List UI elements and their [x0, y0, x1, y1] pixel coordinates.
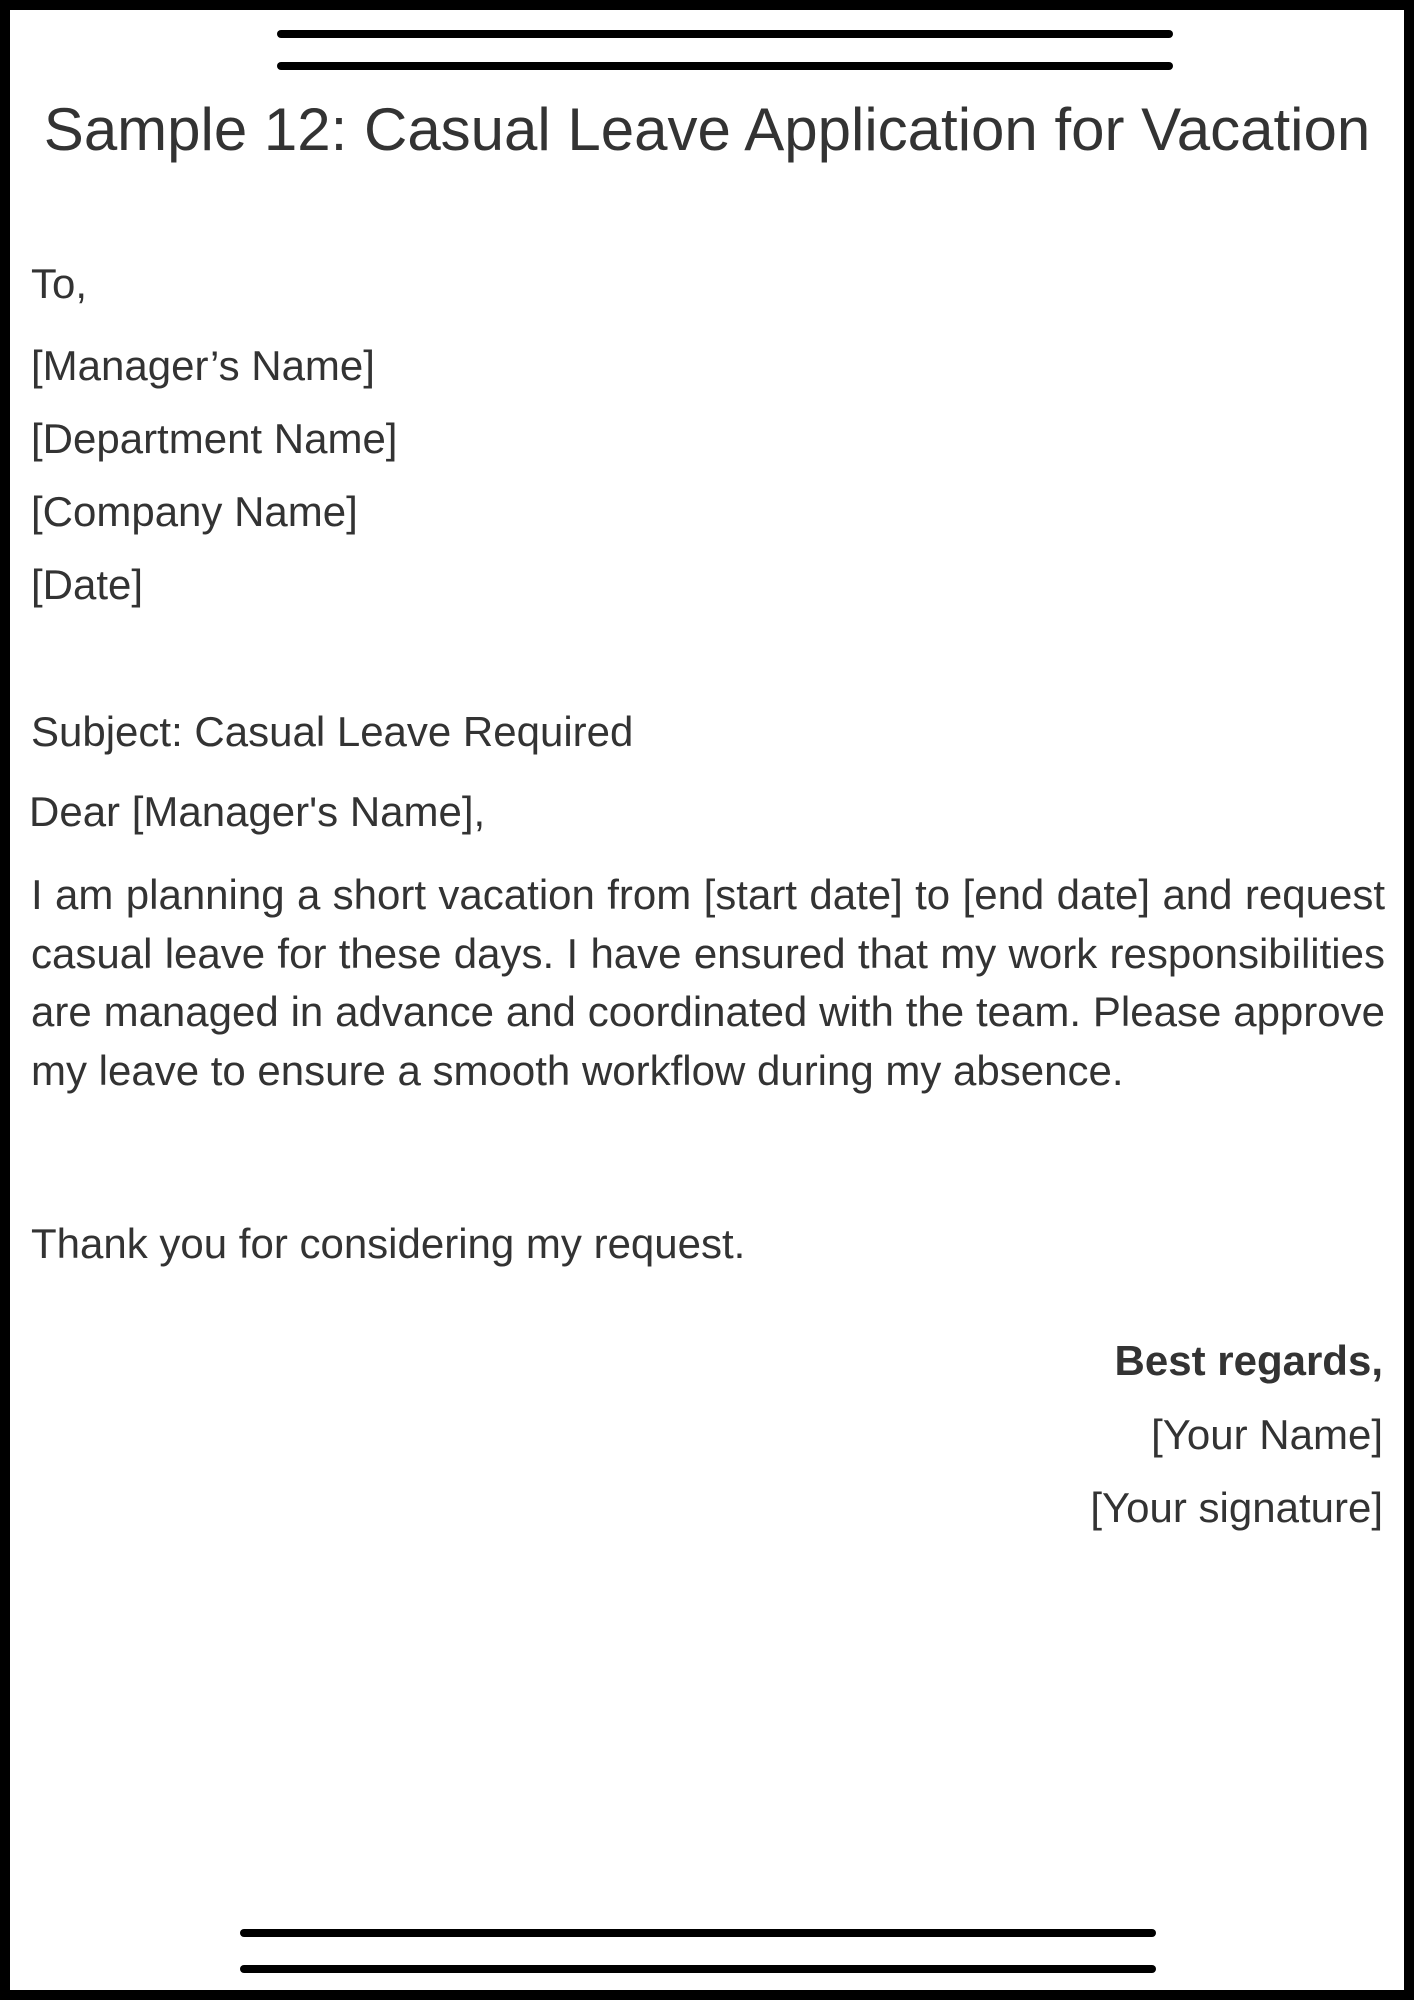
your-signature: [Your signature]	[1090, 1484, 1383, 1531]
date: [Date]	[31, 561, 144, 608]
sign-off: Best regards,	[1114, 1337, 1383, 1384]
page-title: Sample 12: Casual Leave Application for Vacation	[43, 96, 1371, 163]
top-rule-2	[277, 62, 1173, 70]
bottom-rule-1	[240, 1929, 1156, 1937]
department-name: [Department Name]	[31, 415, 398, 462]
thanks-line: Thank you for considering my request.	[31, 1220, 746, 1267]
your-name: [Your Name]	[1151, 1411, 1383, 1458]
subject-line: Subject: Casual Leave Required	[31, 708, 634, 755]
top-rule-1	[277, 30, 1173, 38]
body-paragraph: I am planning a short vacation from [start date] to [end date] and request casual leave for these days. I have ensured that my work responsibilities are managed in advance and coordinated with the team. Please approve my leave to ensure a smooth workflow during my absence.	[31, 871, 1385, 1095]
to-label: To,	[31, 260, 88, 307]
bottom-rule-2	[240, 1965, 1156, 1973]
greeting: Dear [Manager's Name],	[29, 788, 486, 835]
company-name: [Company Name]	[31, 488, 358, 535]
manager-name: [Manager’s Name]	[31, 342, 375, 389]
